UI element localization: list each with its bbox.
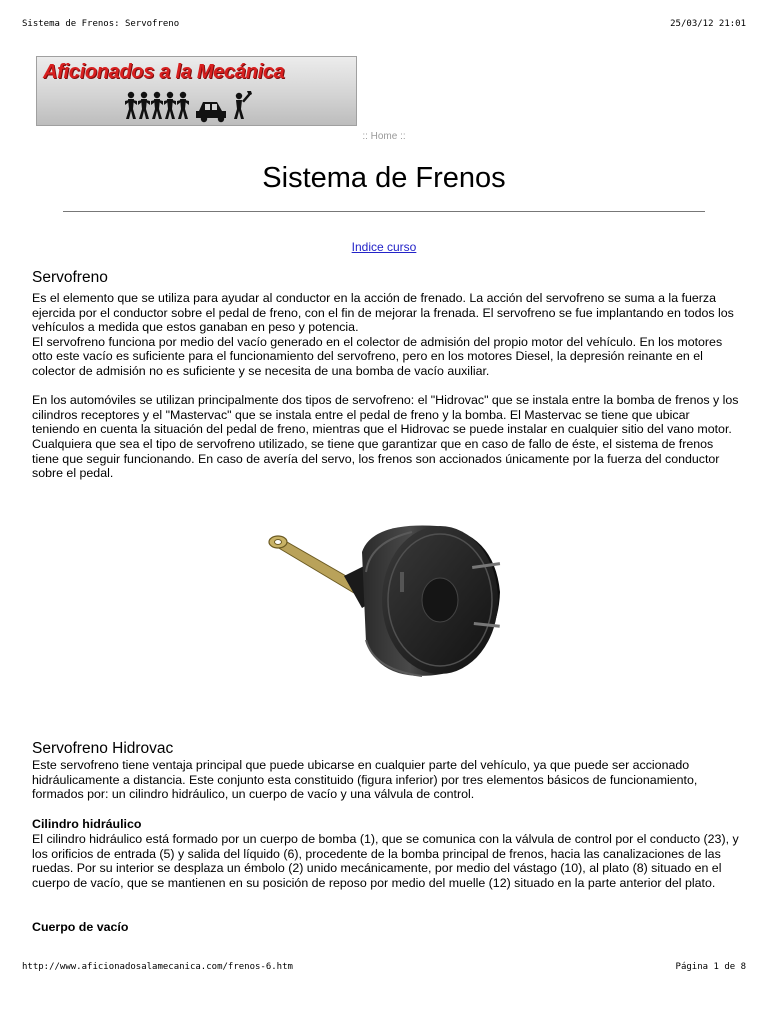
brake-booster-image <box>262 512 512 702</box>
page-title: Sistema de Frenos <box>262 162 506 194</box>
subsection-cilindro-body <box>32 832 740 890</box>
print-footer <box>22 962 746 972</box>
print-footer-page-number: Página 1 de 8 <box>675 962 746 972</box>
print-header-title: Sistema de Frenos: Servofreno <box>22 19 180 29</box>
paragraph: Este servofreno tiene ventaja principal que puede ubicarse en cualquier parte del vehículo, ya que puede ser accionado hidráulicamente a distancia. Este conjunto esta constituido (figura inferior) por tres elementos básicos de funcionamiento, formados por: un cilindro hidráulico, un cuerpo de vacío y una válvula de control. <box>32 758 698 802</box>
subheading-cuerpo-de-vacio: Cuerpo de vacío <box>32 920 129 934</box>
title-divider <box>63 211 705 212</box>
paragraph: El servofreno funciona por medio del vacío generado en el colector de admisión del propio motor del vehículo. En los motores otto este vacío es suficiente para el funcionamiento del servofreno, pero en los motores Diesel, la depresión reinante en el colector de admisión no es suficiente y se necesita de una bomba de vacío auxiliar. <box>32 334 723 378</box>
print-footer-url: http://www.aficionadosalamecanica.com/frenos-6.htm <box>22 962 293 972</box>
print-header-datetime: 25/03/12 21:01 <box>670 19 746 29</box>
site-logo-title: Aficionados a la Mecánica <box>43 61 285 83</box>
section-servofreno-body <box>32 291 740 481</box>
section-heading-hidrovac: Servofreno Hidrovac <box>32 740 174 757</box>
people-and-car-icon <box>125 89 275 123</box>
index-course-link[interactable]: Indice curso <box>351 240 417 254</box>
subheading-cilindro-hidraulico: Cilindro hidráulico <box>32 817 142 831</box>
print-header <box>22 19 746 29</box>
section-hidrovac-body <box>32 758 740 802</box>
section-heading-servofreno: Servofreno <box>32 269 108 286</box>
paragraph: El cilindro hidráulico está formado por un cuerpo de bomba (1), que se comunica con la válvula de control por el conducto (23), y los orificios de entrada (5) y salida del líquido (6), procedente de la bomba principal de frenos, hacia las canalizaciones de las ruedas. Por su interior se desplaza un émbolo (2) unido mecánicamente, por medio del vástago (10), al plato (8) situado en el cuerpo de vacío, que se mantienen en su posición de reposo por medio del muelle (12) situado en la parte anterior del plato. <box>32 832 739 890</box>
site-logo-banner[interactable] <box>36 56 357 126</box>
paragraph: Cualquiera que sea el tipo de servofreno utilizado, se tiene que garantizar que en caso de fallo de éste, el sistema de frenos tiene que seguir funcionando. En caso de avería del servo, los frenos son accionados únicamente por la fuerza del conductor sobre el pedal. <box>32 436 720 481</box>
index-link-wrapper <box>0 240 768 254</box>
paragraph: Es el elemento que se utiliza para ayudar al conductor en la acción de frenado. La acción del servofreno se suma a la fuerza ejercida por el conductor sobre el pedal de freno, con el fin de mejorar la frenada. El servofreno se fue implantando en todos los vehículos a medida que estos ganaban en peso y potencia. <box>32 291 734 335</box>
paragraph: En los automóviles se utilizan principalmente dos tipos de servofreno: el "Hidrovac" que se instala entre la bomba de frenos y los cilindros receptores y el "Mastervac" que se instala entre el pedal de freno y la bomba. El Mastervac se tiene que ubicar teniendo en cuenta la situación del pedal de freno, mientras que el Hidrovac se puede instalar en cualquier sitio del vano motor. <box>32 393 739 437</box>
home-link[interactable]: :: Home :: <box>362 131 406 142</box>
